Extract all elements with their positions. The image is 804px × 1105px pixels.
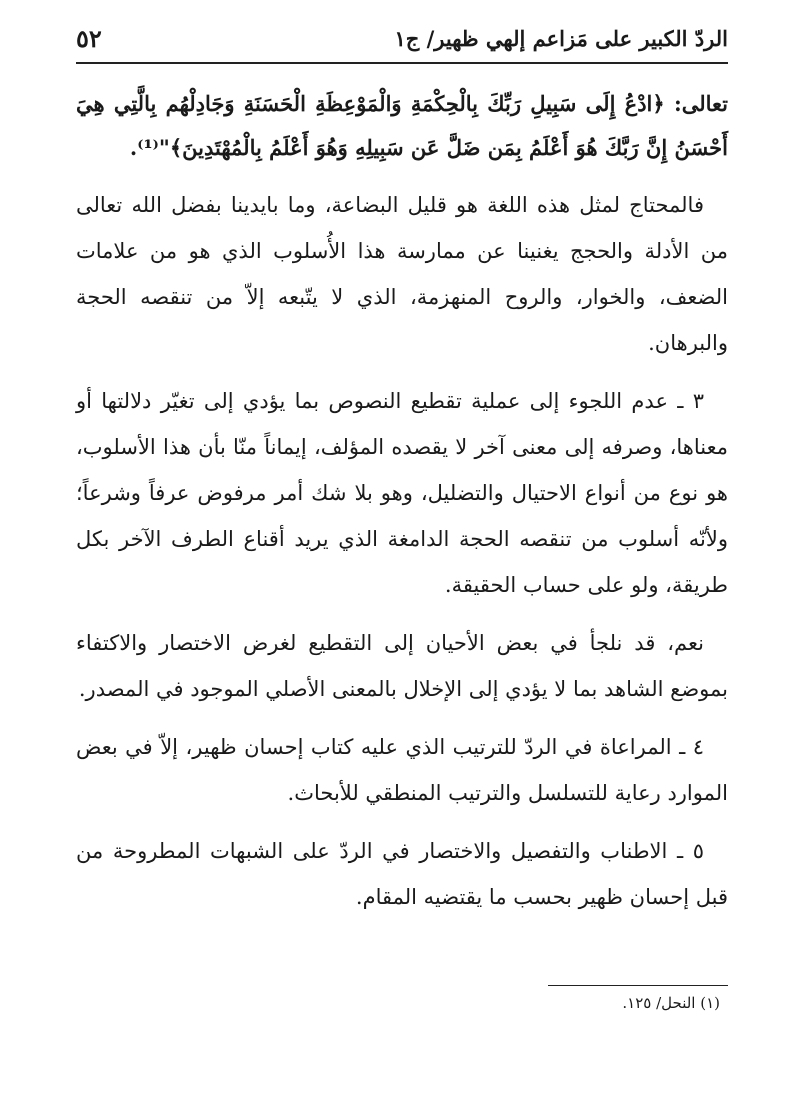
body-text bbox=[76, 82, 728, 932]
paragraph-language-critique: فالمحتاج لمثل هذه اللغة هو قليل البضاعة، وما بايدينا بفضل الله تعالى من الأدلة والحجج يغنينا عن ممارسة هذا الأُسلوب الذي هو من علامات الضعف، والخوار، والروح المنهزمة، الذي لا يتّبعه إلاّ من تنقصه الحجة والبرهان. bbox=[76, 193, 728, 355]
page-number: ٥٢ bbox=[76, 24, 102, 53]
running-title: الردّ الكبير على مَزاعم إلهي ظهير/ ج١ bbox=[394, 26, 728, 51]
paragraph-truncation-note: نعم، قد نلجأ في بعض الأحيان إلى التقطيع لغرض الاختصار والاكتفاء بموضع الشاهد بما لا يؤدي إلى الإخلال بالمعنى الأصلي الموجود في المصدر. bbox=[76, 631, 728, 701]
paragraph-point-3: ٣ ـ عدم اللجوء إلى عملية تقطيع النصوص بما يؤدي إلى تغيّر دلالتها أو معناها، وصرفه إلى معنى آخر لا يقصده المؤلف، إيماناً منّا بأن هذا الأسلوب، هو نوع من أنواع الاحتيال والتضليل، وهو بلا شك أمر مرفوض عرفاً وشرعاً؛ ولأنّه أسلوب من تنقصه الحجة الدامغة الذي يريد أقناع الطرف الآخر بكل طريقة، ولو على حساب الحقيقة. bbox=[76, 389, 728, 597]
footnote: (١) النحل/ ١٢٥. bbox=[622, 994, 720, 1012]
page-header bbox=[76, 22, 728, 64]
quran-quote-paragraph: تعالى: ﴿ادْعُ إِلَى سَبِيلِ رَبِّكَ بِالْحِكْمَةِ وَالْمَوْعِظَةِ الْحَسَنَةِ وَجَادِلْهُم بِالَّتِي هِيَ أَحْسَنُ إِنَّ رَبَّكَ هُوَ أَعْلَمُ بِمَن ضَلَّ عَن سَبِيلِهِ وَهُوَ أَعْلَمُ بِالْمُهْتَدِينَ﴾"⁽¹⁾. bbox=[76, 91, 728, 160]
footnote-divider bbox=[548, 985, 728, 986]
paragraph-point-4: ٤ ـ المراعاة في الردّ للترتيب الذي عليه كتاب إحسان ظهير، إلاّ في بعض الموارد رعاية للتسلسل والترتيب المنطقي للأبحاث. bbox=[76, 735, 728, 805]
paragraph-point-5: ٥ ـ الاطناب والتفصيل والاختصار في الردّ على الشبهات المطروحة من قبل إحسان ظهير بحسب ما يقتضيه المقام. bbox=[76, 839, 728, 909]
